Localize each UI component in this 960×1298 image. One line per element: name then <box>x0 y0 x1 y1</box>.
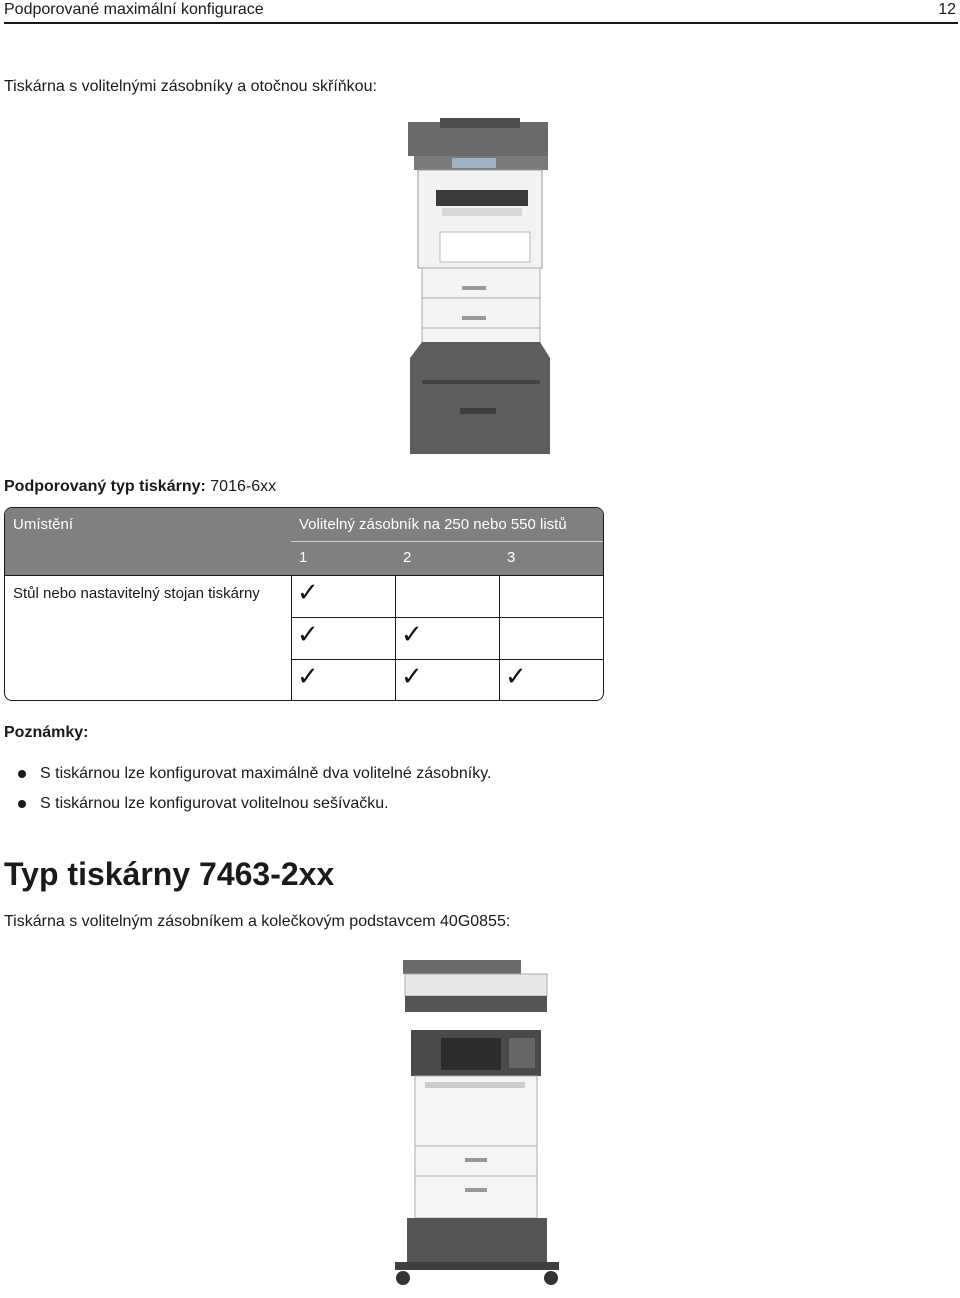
header-tray-2: 2 <box>395 541 499 575</box>
check-r1-c1: ✓ <box>297 578 319 608</box>
supported-model-value: 7016-6xx <box>210 478 277 495</box>
check-r3-c1: ✓ <box>297 662 319 692</box>
supported-model-label: Podporovaný typ tiskárny: <box>4 478 206 495</box>
check-r2-c2: ✓ <box>401 620 423 650</box>
notes-list <box>18 762 491 822</box>
header-location <box>5 508 291 575</box>
configuration-table <box>4 507 604 701</box>
printer-image-7463 <box>385 958 570 1288</box>
header-tray-1: 1 <box>291 541 395 575</box>
notes-title: Poznámky: <box>4 724 89 741</box>
intro-text-1: Tiskárna s volitelnými zásobníky a otočnou skříňkou: <box>4 78 377 95</box>
intro-text-2: Tiskárna s volitelným zásobníkem a kolečkovým podstavcem 40G0855: <box>4 913 511 930</box>
header-location-label: Umístění <box>13 516 74 533</box>
section-heading: Typ tiskárny 7463-2xx <box>4 856 335 892</box>
check-r3-c2: ✓ <box>401 662 423 692</box>
check-r3-c3: ✓ <box>505 662 527 692</box>
supported-model-line <box>4 478 276 496</box>
row-location-label: Stůl nebo nastavitelný stojan tiskárny <box>13 585 260 602</box>
header-trays-label: Volitelný zásobník na 250 nebo 550 listů <box>299 516 567 533</box>
section-title: Podporované maximální konfigurace <box>4 1 264 18</box>
page-number: 12 <box>938 1 956 18</box>
header-trays <box>291 508 604 541</box>
note-item: S tiskárnou lze konfigurovat maximálně dva volitelné zásobníky. <box>18 762 491 792</box>
header-tray-3: 3 <box>499 541 604 575</box>
check-r2-c1: ✓ <box>297 620 319 650</box>
note-item: S tiskárnou lze konfigurovat volitelnou sešívačku. <box>18 792 491 822</box>
header-divider <box>4 22 958 24</box>
printer-image-7016 <box>400 118 560 456</box>
